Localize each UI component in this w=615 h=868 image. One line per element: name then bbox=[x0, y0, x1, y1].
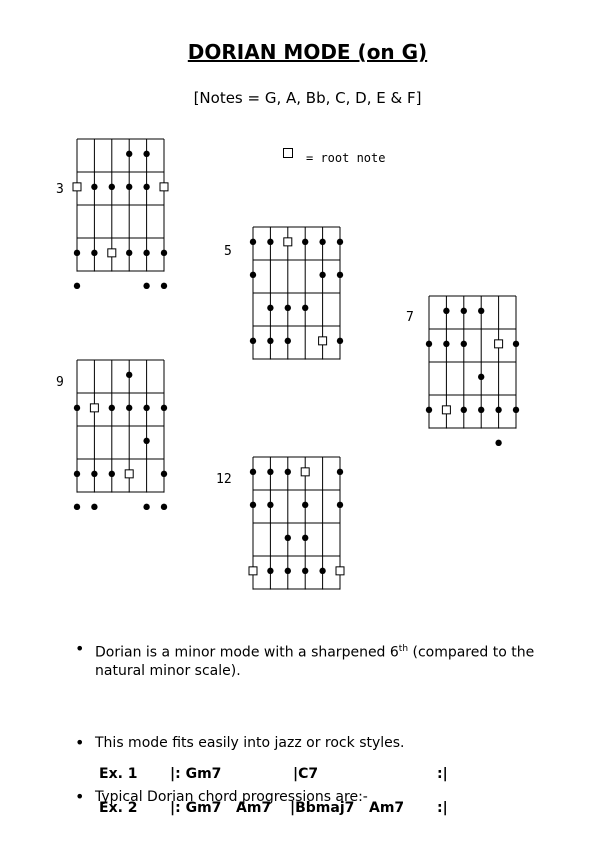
root-note-square bbox=[249, 567, 257, 575]
progression-row-2 bbox=[0, 800, 615, 820]
bullet-item-3: • Typical Dorian chord progressions are:- bbox=[75, 788, 575, 806]
legend-text: = root note bbox=[306, 151, 386, 165]
root-note-square bbox=[442, 406, 450, 414]
page-title: DORIAN MODE (on G) bbox=[187, 40, 428, 64]
scale-note-dot bbox=[250, 469, 256, 475]
scale-note-dot bbox=[285, 469, 291, 475]
fret-label-diagram-4: 9 bbox=[56, 375, 64, 390]
scale-note-dot bbox=[495, 440, 501, 446]
bullet-1-text: Dorian is a minor mode with a sharpened 6 bbox=[95, 644, 399, 661]
scale-note-dot bbox=[74, 283, 80, 289]
scale-note-dot bbox=[267, 239, 273, 245]
scale-note-dot bbox=[513, 407, 519, 413]
scale-note-dot bbox=[91, 250, 97, 256]
scale-note-dot bbox=[267, 305, 273, 311]
scale-note-dot bbox=[319, 568, 325, 574]
progression-label: Ex. 2 bbox=[99, 800, 138, 816]
scale-note-dot bbox=[302, 568, 308, 574]
root-note-square bbox=[284, 238, 292, 246]
scale-note-dot bbox=[143, 405, 149, 411]
scale-note-dot bbox=[267, 338, 273, 344]
root-note-square bbox=[73, 183, 81, 191]
scale-note-dot bbox=[143, 283, 149, 289]
scale-note-dot bbox=[285, 305, 291, 311]
scale-note-dot bbox=[337, 338, 343, 344]
scale-note-dot bbox=[143, 184, 149, 190]
root-note-square bbox=[336, 567, 344, 575]
scale-note-dot bbox=[337, 239, 343, 245]
scale-note-dot bbox=[267, 568, 273, 574]
scale-note-dot bbox=[161, 250, 167, 256]
scale-note-dot bbox=[126, 405, 132, 411]
scale-note-dot bbox=[319, 272, 325, 278]
page-subtitle: [Notes = G, A, Bb, C, D, E & F] bbox=[193, 89, 422, 107]
scale-note-dot bbox=[478, 407, 484, 413]
root-note-square bbox=[495, 340, 503, 348]
bullet-1-text-end: (compared to the natural minor scale). bbox=[95, 644, 535, 679]
scale-note-dot bbox=[302, 239, 308, 245]
scale-note-dot bbox=[143, 250, 149, 256]
scale-note-dot bbox=[337, 502, 343, 508]
scale-note-dot bbox=[461, 407, 467, 413]
scale-note-dot bbox=[302, 535, 308, 541]
scale-note-dot bbox=[91, 504, 97, 510]
progression-end-repeat: :| bbox=[437, 800, 448, 816]
scale-note-dot bbox=[426, 407, 432, 413]
scale-note-dot bbox=[74, 504, 80, 510]
scale-note-dot bbox=[302, 305, 308, 311]
fret-label-diagram-2: 5 bbox=[224, 244, 232, 259]
fret-label-diagram-5: 12 bbox=[216, 472, 232, 487]
scale-note-dot bbox=[109, 184, 115, 190]
scale-note-dot bbox=[461, 341, 467, 347]
progression-bar-2: |Bbmaj7 Am7 bbox=[290, 800, 405, 816]
scale-note-dot bbox=[126, 184, 132, 190]
scale-note-dot bbox=[161, 504, 167, 510]
scale-note-dot bbox=[250, 338, 256, 344]
scale-note-dot bbox=[250, 239, 256, 245]
scale-note-dot bbox=[461, 308, 467, 314]
scale-note-dot bbox=[143, 438, 149, 444]
progression-row-1 bbox=[0, 766, 615, 786]
scale-note-dot bbox=[478, 308, 484, 314]
root-note-square bbox=[301, 468, 309, 476]
scale-note-dot bbox=[267, 502, 273, 508]
scale-note-dot bbox=[337, 272, 343, 278]
scale-note-dot bbox=[267, 469, 273, 475]
scale-note-dot bbox=[513, 341, 519, 347]
fret-label-diagram-1: 3 bbox=[56, 182, 64, 197]
scale-note-dot bbox=[143, 151, 149, 157]
scale-note-dot bbox=[426, 341, 432, 347]
scale-note-dot bbox=[443, 341, 449, 347]
scale-note-dot bbox=[91, 184, 97, 190]
scale-note-dot bbox=[161, 405, 167, 411]
progression-end-repeat: :| bbox=[437, 766, 448, 782]
scale-note-dot bbox=[478, 374, 484, 380]
fret-label-diagram-3: 7 bbox=[406, 310, 414, 325]
scale-note-dot bbox=[319, 239, 325, 245]
scale-note-dot bbox=[109, 471, 115, 477]
scale-note-dot bbox=[495, 407, 501, 413]
scale-note-dot bbox=[126, 250, 132, 256]
scale-note-dot bbox=[74, 471, 80, 477]
scale-note-dot bbox=[285, 338, 291, 344]
root-note-square bbox=[108, 249, 116, 257]
scale-note-dot bbox=[74, 250, 80, 256]
scale-note-dot bbox=[126, 151, 132, 157]
root-note-square bbox=[90, 404, 98, 412]
progression-bar-1: |: Gm7 Am7 bbox=[170, 800, 272, 816]
bullet-1-superscript: th bbox=[398, 644, 409, 654]
scale-note-dot bbox=[302, 502, 308, 508]
scale-note-dot bbox=[285, 535, 291, 541]
progression-label: Ex. 1 bbox=[99, 766, 138, 782]
bullet-item-1 bbox=[75, 640, 575, 680]
root-note-square bbox=[125, 470, 133, 478]
scale-note-dot bbox=[161, 283, 167, 289]
scale-note-dot bbox=[443, 308, 449, 314]
root-note-square bbox=[160, 183, 168, 191]
scale-note-dot bbox=[250, 272, 256, 278]
scale-note-dot bbox=[109, 405, 115, 411]
scale-note-dot bbox=[250, 502, 256, 508]
scale-note-dot bbox=[74, 405, 80, 411]
scale-note-dot bbox=[161, 471, 167, 477]
progression-bar-1: |: Gm7 bbox=[170, 766, 222, 782]
scale-note-dot bbox=[143, 504, 149, 510]
scale-note-dot bbox=[337, 469, 343, 475]
root-note-square bbox=[319, 337, 327, 345]
scale-note-dot bbox=[285, 568, 291, 574]
scale-note-dot bbox=[91, 471, 97, 477]
bullet-item-2: • This mode fits easily into jazz or rock styles. bbox=[75, 734, 575, 752]
scale-note-dot bbox=[126, 372, 132, 378]
progression-bar-2: |C7 bbox=[293, 766, 319, 782]
